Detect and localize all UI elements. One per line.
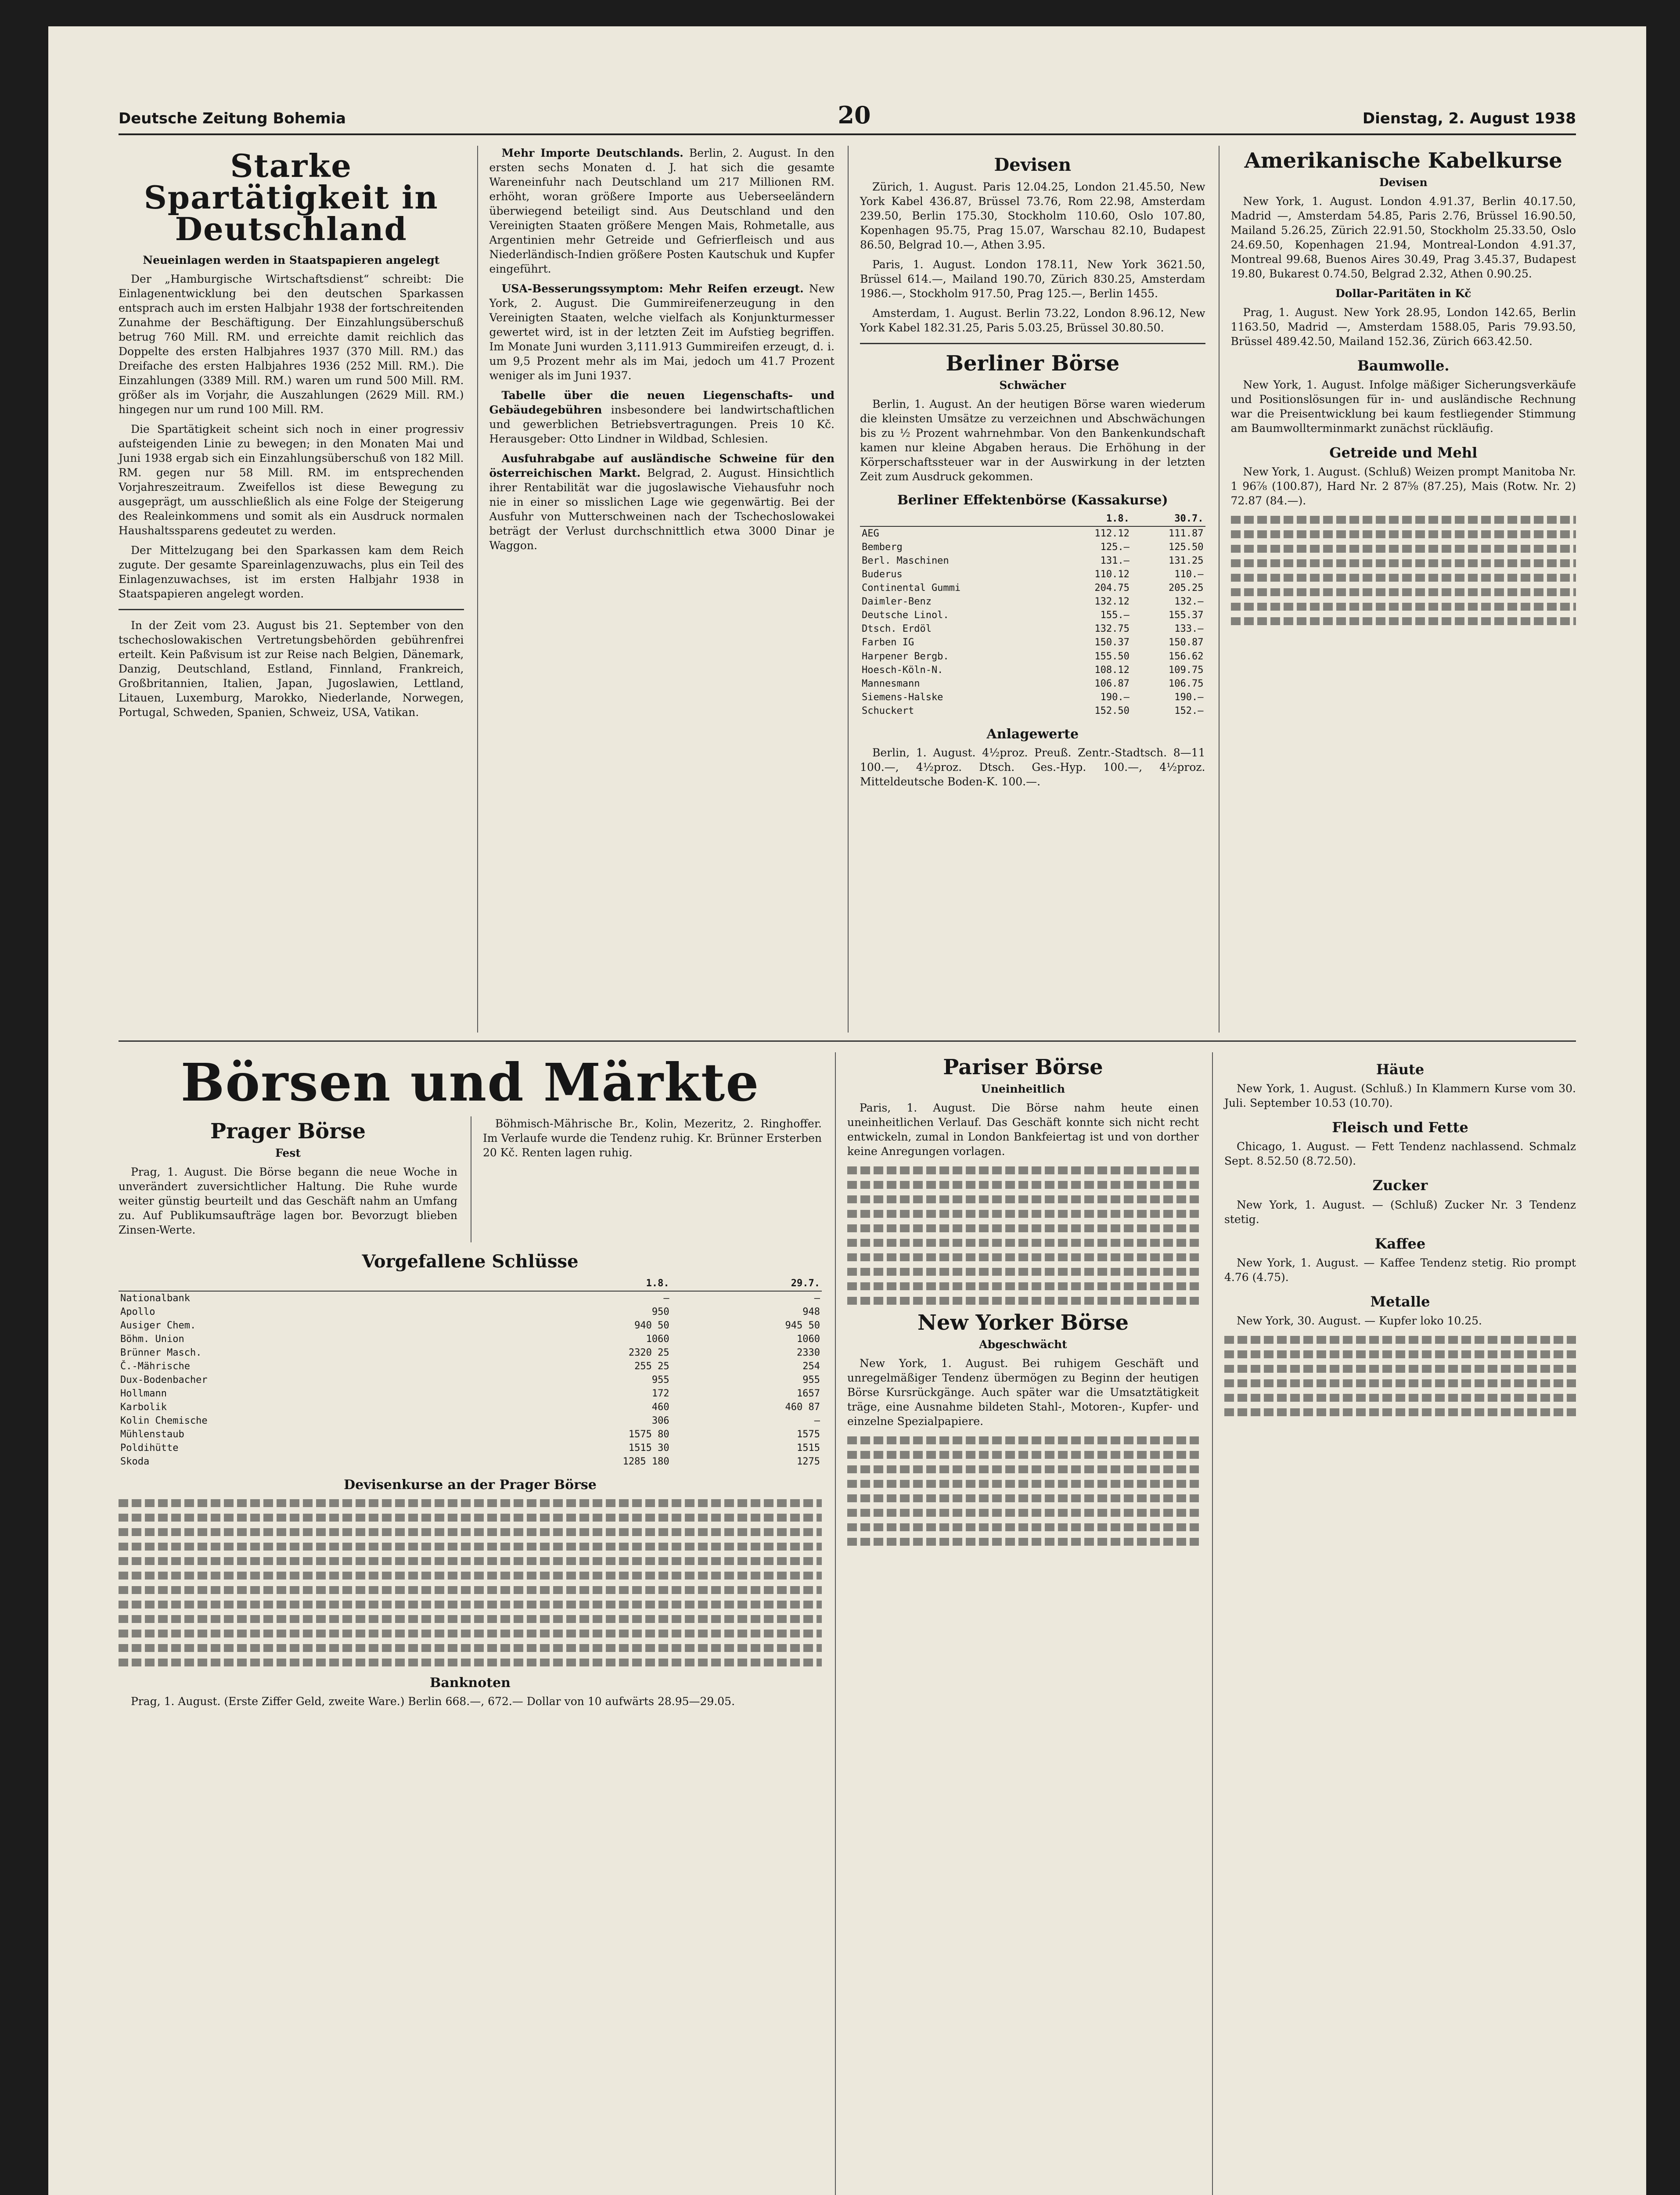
table-cell: 106.87 [1094, 678, 1130, 689]
headline: USA-Besserungssymptom: Mehr Reifen erzeugt. [501, 282, 804, 295]
article-paragraph: Chicago, 1. August. — Fett Tendenz nachlassend. Schmalz Sept. 8.52.50 (8.72.50). [1224, 1140, 1576, 1168]
table-cell: Č.-Mährische [120, 1360, 190, 1372]
column-header: 1.8. [1057, 511, 1131, 526]
table-cell: — [814, 1415, 820, 1426]
table-row [860, 650, 1205, 663]
article-paragraph: New York, 1. August. (Schluß.) In Klammern Kurse vom 30. Juli. September 10.53 (10.70). [1224, 1082, 1576, 1110]
column-2 [477, 146, 835, 1033]
table-cell: Bemberg [862, 542, 903, 553]
table-cell: 155.50 [1094, 651, 1130, 662]
section-title-prager: Prager Börse [210, 1119, 366, 1144]
table-cell: Kolin Chemische [120, 1415, 208, 1426]
table-cell: 1515 30 [628, 1442, 669, 1454]
table-row [860, 677, 1205, 691]
quotes-table [119, 1276, 822, 1468]
lower-col-3 [835, 1052, 1199, 2195]
table-cell: 254 [802, 1360, 820, 1372]
article-paragraph: Amsterdam, 1. August. Berlin 73.22, London 8.96.12, New York Kabel 182.31.25, Paris 5.03.25, Brüssel 30.80.50. [860, 306, 1205, 334]
section-title-berliner: Berliner Börse [946, 351, 1120, 376]
article-title-spartaetigkeit: Starke Spartätigkeit in Deutschland [144, 147, 439, 248]
table-row [119, 1346, 822, 1360]
headline: Mehr Importe Deutschlands. [501, 147, 684, 159]
table-row [860, 622, 1205, 636]
table-cell: 125.— [1100, 542, 1130, 553]
column-header: 29.7. [671, 1276, 822, 1291]
table-header-row [860, 511, 1205, 526]
table-row [860, 704, 1205, 718]
table-row [119, 1414, 822, 1428]
table-cell: 155.37 [1169, 610, 1204, 621]
table-cell: 940 50 [634, 1320, 669, 1331]
table-cell: Dux-Bodenbacher [120, 1374, 208, 1385]
unreadable-text-block [1224, 1333, 1576, 1416]
section-title-zucker: Zucker [1372, 1177, 1428, 1194]
article-paragraph: New York, 1. August. Bei ruhigem Geschäft und unregelmäßiger Tendenz übermögen zu Beginn der heutigen Börse Kursrückgänge. Auch später war die Umsatztätigkeit träge, eine Ausnahme bildeten Stahl-, Motoren-, Kupfer- und einzelne Spezialpapiere. [847, 1357, 1199, 1428]
table-cell: Continental Gummi [862, 583, 961, 594]
article-paragraph: Prag, 1. August. Die Börse begann die neue Woche in unverändert zuversichtlicher Haltung. Die Ruhe wurde weiter günstig beurteilt und das Geschäft nahm an Umfang zu. Auf Publikumsaufträge lagen bor. Bevorzugt blieben Zinsen-Werte. [119, 1165, 457, 1236]
table-cell: 2330 [797, 1347, 820, 1358]
table-cell: Buderus [862, 569, 903, 580]
table-cell: 205.25 [1169, 583, 1204, 594]
table-cell: Skoda [120, 1456, 150, 1467]
table-cell: — [814, 1292, 820, 1304]
column-header: 1.8. [475, 1276, 671, 1291]
table-cell: Siemens-Halske [862, 691, 943, 703]
table-cell: Schuckert [862, 705, 914, 716]
newspaper-page [48, 26, 1646, 2195]
table-cell: 1515 [797, 1442, 820, 1454]
unreadable-text-block [847, 1164, 1199, 1305]
article-paragraph: Der Mittelzugang bei den Sparkassen kam dem Reich zugute. Der gesamte Spareinlagenzuwachs, plus ein Teil des Einlagenzuwachses, ist im ersten Halbjahr 1938 in Staatspapieren angelegt worden. [119, 544, 464, 600]
prager-col-a [119, 1116, 457, 1242]
section-subtitle: Devisen [1379, 176, 1428, 189]
table-row [119, 1319, 822, 1332]
table-cell: 190.— [1174, 691, 1204, 703]
article-subtitle: Neueinlagen werden in Staatspapieren angelegt [143, 254, 440, 266]
article-paragraph: Prag, 1. August. New York 28.95, London 142.65, Berlin 1163.50, Madrid —, Amsterdam 1588.05, Paris 79.93.50, Brüssel 489.42.50, Mailand 152.36, Zürich 663.42.50. [1230, 306, 1576, 348]
table-row [860, 636, 1205, 649]
table-cell: 204.75 [1094, 583, 1130, 594]
table-row [119, 1400, 822, 1414]
table-row [860, 663, 1205, 677]
table-row [119, 1387, 822, 1400]
table-cell: Harpener Bergb. [862, 651, 949, 662]
lower-left-block [119, 1052, 822, 2195]
section-title-schluesse: Vorgefallene Schlüsse [362, 1251, 579, 1272]
headline: Tabelle über die neuen Liegenschafts- und Gebäudegebühren [489, 389, 835, 416]
section-subtitle: Abgeschwächt [979, 1338, 1067, 1351]
column-4 [1219, 146, 1576, 1033]
table-cell: 132.12 [1094, 596, 1130, 608]
issue-date: Dienstag, 2. August 1938 [1362, 110, 1576, 127]
table-row [119, 1441, 822, 1455]
section-subtitle: Dollar-Paritäten in Kč [1335, 287, 1471, 300]
table-row [119, 1455, 822, 1468]
table-cell: Böhm. Union [120, 1333, 184, 1345]
table-cell: 2320 25 [628, 1347, 669, 1358]
table-cell: 190.— [1100, 691, 1130, 703]
article-paragraph: Berlin, 1. August. 4½proz. Preuß. Zentr.-Stadtsch. 8—11 100.—, 4½proz. Dtsch. Ges.-Hyp. 100.—, 4½proz. Mitteldeutsche Boden-K. 100.—. [860, 746, 1205, 788]
table-row [119, 1305, 822, 1319]
table-cell: 1275 [797, 1456, 820, 1467]
article-paragraph: New York, 1. August. Infolge mäßiger Sicherungsverkäufe und Positionslösungen für in- und ausländische Rechnung war die Preisentwicklung bei kaum festliegender Stimmung am Baumwollterminmarkt zunächst rückläufig. [1230, 378, 1576, 435]
column-header [119, 1276, 475, 1291]
table-row [860, 568, 1205, 581]
upper-columns [119, 146, 1576, 1033]
table-row [119, 1428, 822, 1441]
table-cell: Dtsch. Erdöl [862, 623, 932, 635]
table-cell: Mühlenstaub [120, 1429, 184, 1440]
article-paragraph: New York, 1. August. (Schluß) Weizen prompt Manitoba Nr. 1 96⅞ (100.87), Hard Nr. 2 87⅝ (87.25), Mais (Rotw. Nr. 2) 72.87 (84.—). [1230, 465, 1576, 507]
table-cell: 1285 180 [622, 1456, 669, 1467]
table-cell: 1575 [797, 1429, 820, 1440]
unreadable-text-block [847, 1434, 1199, 1546]
table-cell: 150.37 [1094, 637, 1130, 648]
table-row [119, 1360, 822, 1373]
table-cell: 1060 [797, 1333, 820, 1345]
table-row [860, 526, 1205, 540]
table-cell: Mannesmann [862, 678, 920, 689]
article-paragraph: New York, 30. August. — Kupfer loko 10.25. [1237, 1314, 1482, 1328]
article-paragraph: Berlin, 1. August. An der heutigen Börse waren wiederum die kleinsten Umsätze zu verzeichnen und Abschwächungen bis zu ½ Prozent wahrnehmbar. Von den Bankenkundschaft kamen nur kleine Abgaben heraus. Die Erhöhung in der Körperschaftssteuer war in der Auswirkung in der letzten Zeit zum Ausdruck gekommen. [860, 397, 1205, 483]
article-paragraph: New York, 1. August. — Kaffee Tendenz stetig. Rio prompt 4.76 (4.75). [1224, 1256, 1576, 1284]
table-cell: 945 50 [785, 1320, 820, 1331]
section-title-kaffee: Kaffee [1374, 1235, 1426, 1252]
section-title-haeute: Häute [1376, 1061, 1425, 1078]
table-cell: 150.87 [1169, 637, 1204, 648]
table-cell: 132.— [1174, 596, 1204, 608]
table-row [860, 554, 1205, 568]
quotes-table [860, 511, 1205, 717]
table-row [860, 581, 1205, 595]
table-cell: 108.12 [1094, 664, 1130, 676]
table-cell: 1575 80 [628, 1429, 669, 1440]
divider [119, 1040, 1576, 1042]
table-cell: 1657 [797, 1388, 820, 1399]
section-subtitle: Uneinheitlich [981, 1082, 1065, 1095]
table-row [860, 540, 1205, 554]
unreadable-text-block [1231, 513, 1576, 625]
section-subtitle: Fest [275, 1146, 301, 1159]
unreadable-text-block [119, 1497, 822, 1666]
table-cell: 155.— [1100, 610, 1130, 621]
table-cell: 955 [651, 1374, 669, 1385]
prager-col-b [471, 1116, 822, 1242]
article-paragraph: In der Zeit vom 23. August bis 21. September von den tschechoslowakischen Vertretungsbehörden gebührenfrei erteilt. Kein Paßvisum ist zur Reise nach Belgien, Dänemark, Danzig, Deutschland, Estland, Finnland, Frankreich, Großbritannien, Italien, Japan, Jugoslawien, Lettland, Litauen, Luxemburg, Marokko, Niederlande, Norwegen, Portugal, Schweden, Spanien, Schweiz, USA, Vatikan. [119, 619, 464, 719]
table-cell: 255 25 [634, 1360, 669, 1372]
table-cell: 460 [651, 1401, 669, 1413]
column-header [860, 511, 1057, 526]
table-cell: 156.62 [1169, 651, 1204, 662]
section-title-metalle: Metalle [1370, 1293, 1430, 1310]
article-paragraph: Paris, 1. August. Die Börse nahm heute einen uneinheitlichen Verlauf. Das Geschäft konnte sich nicht recht entwickeln, zumal in London Bankfeiertag ist und von dorther keine Anregungen vorlagen. [847, 1101, 1199, 1158]
table-row [860, 608, 1205, 622]
table-cell: — [663, 1292, 669, 1304]
section-title-fleisch: Fleisch und Fette [1332, 1119, 1468, 1136]
table-cell: 306 [651, 1415, 669, 1426]
table-cell: 132.75 [1094, 623, 1130, 635]
article-paragraph: Zürich, 1. August. Paris 12.04.25, London 21.45.50, New York Kabel 436.87, Brüssel 73.76, Rom 22.98, Amsterdam 239.50, Berlin 175.30, Stockholm 110.60, Oslo 107.80, Kopenhagen 95.75, Prag 15.07, Warschau 82.10, Budapest 86.50, Belgrad 10.—, Athen 3.95. [860, 180, 1205, 251]
table-cell: 152.50 [1094, 705, 1130, 716]
section-title-devisen: Devisen [994, 155, 1072, 175]
section-title-getreide: Getreide und Mehl [1329, 444, 1478, 461]
table-cell: 172 [651, 1388, 669, 1399]
table-cell: 131.25 [1169, 555, 1204, 567]
article-paragraph: Berlin, 2. August. In den ersten sechs Monaten d. J. hat sich die gesamte Wareneinfuhr nach Deutschland um 217 Millionen RM. erhöht, woran größere Importe aus Ueberseeländern überwiegend beteiligt sind. Aus Deutschland und den Vereinigten Staaten größere Mengen Mais, Rohmetalle, aus Argentinien mehr Getreide und Gefrierfleisch und aus Niederländisch-Indien größere Posten Kautschuk und Kupfer eingeführt. [489, 147, 835, 275]
article-paragraph: New York, 1. August. — (Schluß) Zucker Nr. 3 Tendenz stetig. [1224, 1198, 1576, 1226]
table-cell: 955 [802, 1374, 820, 1385]
table-cell: Berl. Maschinen [862, 555, 949, 567]
section-title-markets: Börsen und Märkte [180, 1052, 760, 1113]
column-1 [119, 146, 464, 1033]
table-cell: Hoesch-Köln-N. [862, 664, 943, 676]
article-paragraph: insbesondere bei landwirtschaftlichen und gewerblichen Betriebsvertragungen. Preis 10 Kč. Herausgeber: Otto Lindner in Wildbad, Schlesien. [489, 403, 835, 445]
section-title-anlage: Anlagewerte [986, 726, 1079, 742]
table-row [860, 595, 1205, 608]
table-cell: AEG [862, 528, 879, 540]
column-3 [848, 146, 1205, 1033]
table-row [119, 1332, 822, 1346]
article-paragraph: Belgrad, 2. August. Hinsichtlich ihrer Rentabilität war die jugoslawische Viehausfuhr noch nie in einer so misslichen Lage wie gegenwärtig. Bei der Ausfuhr von Mutterschweinen nach der Tschechoslowakei beträgt der Verlust durchschnittlich etwa 3000 Dinar je Waggon. [489, 467, 835, 552]
table-cell: 1060 [646, 1333, 669, 1345]
table-cell: 152.— [1174, 705, 1204, 716]
table-cell: 111.87 [1169, 528, 1204, 540]
page-number: 20 [838, 101, 871, 129]
section-title-kabelkurse: Amerikanische Kabelkurse [1244, 148, 1562, 173]
table-cell: 109.75 [1169, 664, 1204, 676]
section-title-banknoten: Banknoten [430, 1675, 511, 1691]
section-title-baumwolle: Baumwolle. [1357, 357, 1450, 374]
divider [860, 343, 1205, 344]
article-paragraph: Böhmisch-Mährische Br., Kolin, Mezeritz, 2. Ringhoffer. Im Verlaufe wurde die Tendenz ruhig. Kr. Brünner Ersterben 20 Kč. Renten lagen ruhig. [483, 1117, 822, 1159]
table-cell: 112.12 [1094, 528, 1130, 540]
article-paragraph: New York, 2. August. Die Gummireifenerzeugung in den Vereinigten Staaten, welche vielfach als Konjunkturmesser gewertet wird, ist in der letzten Zeit im Aufstieg begriffen. Im Monate Juni wurden 3,111.913 Gummireifen erzeugt, d. i. um 9,5 Prozent mehr als im Mai, jedoch um 41.7 Prozent weniger als im Juni 1937. [489, 282, 835, 382]
table-cell: Nationalbank [120, 1292, 190, 1304]
table-cell: 125.50 [1169, 542, 1204, 553]
table-cell: Daimler-Benz [862, 596, 932, 608]
section-subtitle: Schwächer [999, 378, 1066, 392]
running-header [119, 101, 1576, 135]
table-cell: 131.— [1100, 555, 1130, 567]
article-paragraph: Paris, 1. August. London 178.11, New York 3621.50, Brüssel 614.—, Mailand 190.70, Zürich 830.25, Amsterdam 1986.—, Stockholm 917.50, Prag 125.—, Berlin 1455. [860, 258, 1205, 300]
table-cell: Deutsche Linol. [862, 610, 949, 621]
column-header: 30.7. [1131, 511, 1205, 526]
paper-name: Deutsche Zeitung Bohemia [119, 110, 346, 127]
table-cell: 106.75 [1169, 678, 1204, 689]
table-cell: Apollo [120, 1306, 155, 1317]
table-cell: 460 87 [785, 1401, 820, 1413]
table-cell: Karbolik [120, 1401, 167, 1413]
table-header-row [119, 1276, 822, 1291]
table-cell: 110.12 [1094, 569, 1130, 580]
table-row [119, 1291, 822, 1305]
table-row [119, 1373, 822, 1387]
section-title-effekten: Berliner Effektenbörse (Kassakurse) [897, 492, 1168, 508]
divider [119, 609, 464, 610]
table-cell: 950 [651, 1306, 669, 1317]
table-cell: Hollmann [120, 1388, 167, 1399]
table-cell: Poldihütte [120, 1442, 179, 1454]
table-row [860, 691, 1205, 704]
table-cell: Farben IG [862, 637, 914, 648]
lower-col-4 [1212, 1052, 1576, 2195]
table-cell: 133.— [1174, 623, 1204, 635]
table-cell: 948 [802, 1306, 820, 1317]
section-title-newyork: New Yorker Börse [917, 1310, 1129, 1335]
section-title-pariser: Pariser Börse [943, 1055, 1103, 1080]
table-cell: 110.— [1174, 569, 1204, 580]
prager-columns [119, 1116, 822, 1242]
lower-columns [119, 1052, 1576, 2195]
article-paragraph: Der „Hamburgische Wirtschaftsdienst“ schreibt: Die Einlagenentwicklung bei den deutschen Sparkassen entsprach auch im ersten Halbjahr 1938 der fortschreitenden Zunahme der Beschäftigung. Der Einzahlungsüberschuß betrug 760 Mill. RM. und erreichte damit reichlich das Doppelte des ersten Halbjahres 1937 (370 Mill. RM.) das Dreifache des ersten Halbjahres 1936 (252 Mill. RM.). Die Einzahlungen (3389 Mill. RM.) waren um rund 500 Mill. RM. größer als im Vorjahr, die Auszahlungen (2629 Mill. RM.) hingegen nur um rund 100 Mill. RM. [119, 273, 464, 416]
section-title-devisenkurse: Devisenkurse an der Prager Börse [344, 1477, 597, 1493]
table-cell: Brünner Masch. [120, 1347, 202, 1358]
table-cell: Ausiger Chem. [120, 1320, 196, 1331]
headline: Ausfuhrabgabe auf ausländische Schweine für den österreichischen Markt. [489, 452, 835, 479]
article-paragraph: New York, 1. August. London 4.91.37, Berlin 40.17.50, Madrid —, Amsterdam 54.85, Paris 2.76, Brüssel 16.90.50, Mailand 5.26.25, Zürich 22.91.50, Stockholm 25.33.50, Oslo 24.69.50, Kopenhagen 21.94, Montreal-London 4.91.37, Montreal 99.68, Buenos Aires 30.49, Prag 3.45.37, Budapest 19.80, Bukarest 0.74.50, Belgrad 2.32, Athen 0.90.25. [1230, 194, 1576, 280]
article-paragraph: Prag, 1. August. (Erste Ziffer Geld, zweite Ware.) Berlin 668.—, 672.— Dollar von 10 aufwärts 28.95—29.05. [131, 1695, 735, 1708]
article-paragraph: Die Spartätigkeit scheint sich noch in einer progressiv aufsteigenden Linie zu bewegen; in den Monaten Mai und Juni 1938 ergab sich ein Einzahlungsüberschuß von 182 Mill. RM. gegen nur 58 Mill. RM. im entsprechenden Vorjahreszeitraum. Zweifellos ist diese Bewegung zu ausgeprägt, um ausschließlich als eine Folge der Steigerung des Realeinkommens und somit als ein Ausdruck normalen Haushaltssparens gedeutet zu werden. [119, 423, 464, 537]
